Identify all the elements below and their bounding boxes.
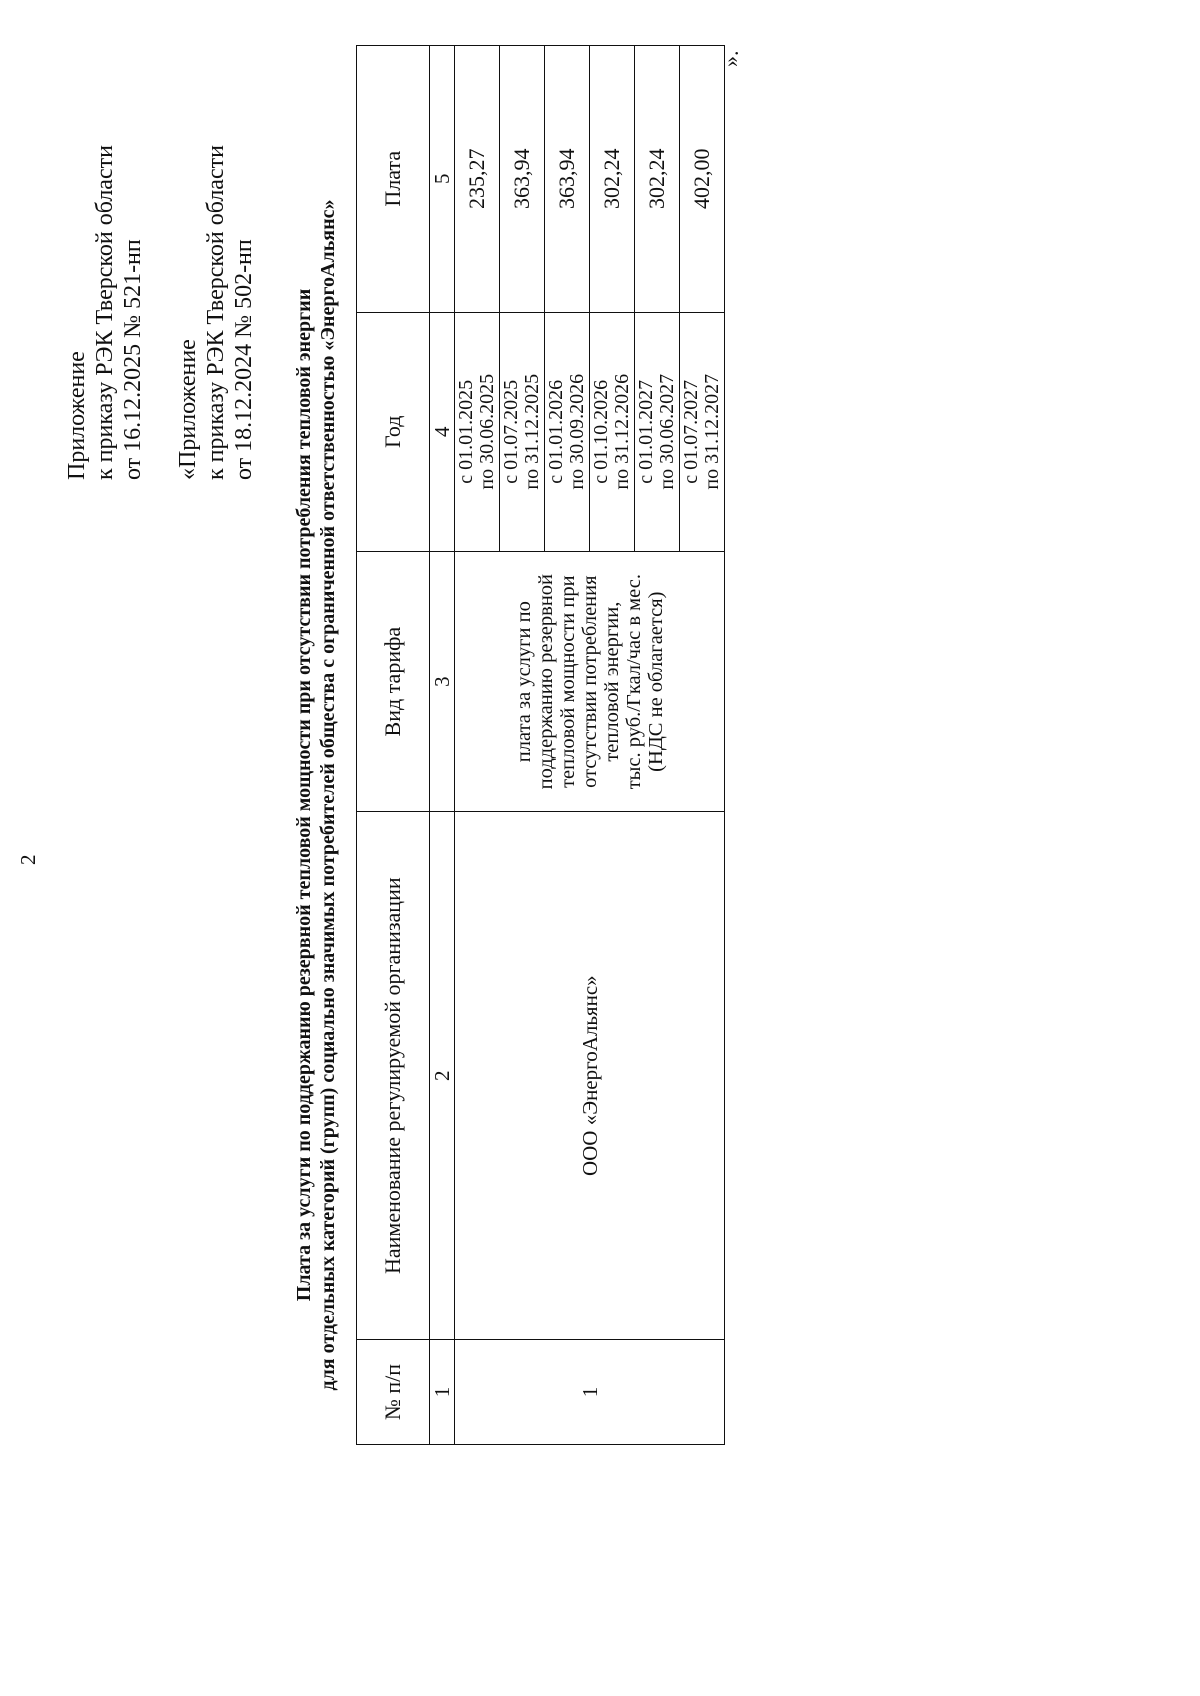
appendix-current-line1: Приложение: [64, 351, 90, 480]
period-cell: [455, 312, 500, 552]
table-header-row: [357, 46, 430, 1445]
document-title-line2: для отдельных категорий (групп) социально значимых потребителей общества с ограниченной ответственностью «ЭнергоАльянс»: [317, 199, 339, 1391]
tariff-type-line: тыс. руб./Гкал/час в мес.: [622, 574, 645, 790]
appendix-previous-order: [174, 145, 258, 480]
header-tariff-type: Вид тарифа: [357, 552, 430, 812]
period-cell: [500, 312, 545, 552]
column-number: 2: [430, 812, 455, 1340]
document-title-line1: Плата за услуги по поддержанию резервной тепловой мощности при отсутствии потребления тепловой энергии: [293, 288, 315, 1302]
period-from: с 01.01.2025: [455, 379, 477, 484]
closing-quote: ».: [718, 50, 743, 67]
period-from: с 01.01.2027: [635, 379, 657, 484]
fee-cell: 363,94: [500, 46, 545, 313]
tariff-type-line: тепловой мощности при: [556, 575, 579, 788]
period-cell: [545, 312, 590, 552]
period-from: с 01.07.2027: [680, 379, 702, 484]
organization-cell: ООО «ЭнергоАльянс»: [455, 812, 725, 1340]
appendix-current-line3: от 16.12.2025 № 521-нп: [120, 239, 146, 480]
header-year: Год: [357, 312, 430, 552]
appendix-previous-line1: «Приложение: [175, 339, 201, 480]
table-row: [455, 46, 500, 1445]
tariff-type-line: отсутствии потребления: [578, 575, 601, 788]
period-from: с 01.07.2025: [500, 379, 522, 484]
period-to: по 31.12.2026: [611, 373, 633, 490]
period-to: по 30.09.2026: [566, 373, 588, 490]
header-fee: Плата: [357, 46, 430, 313]
column-number-row: [430, 46, 455, 1445]
rotated-landscape-content: [0, 45, 770, 1645]
column-number: 1: [430, 1340, 455, 1445]
period-cell: [635, 312, 680, 552]
fee-cell: 402,00: [680, 46, 725, 313]
tariff-type-line: тепловой энергии,: [600, 601, 623, 762]
fee-cell: 235,27: [455, 46, 500, 313]
period-to: по 31.12.2027: [701, 373, 723, 490]
tariff-type-line: (НДС не облагается): [644, 591, 667, 772]
period-from: с 01.01.2026: [545, 379, 567, 484]
period-to: по 31.12.2025: [521, 373, 543, 490]
column-number: 5: [430, 46, 455, 313]
fee-cell: 302,24: [635, 46, 680, 313]
tariff-table: [356, 45, 725, 1445]
fee-cell: 363,94: [545, 46, 590, 313]
column-number: 3: [430, 552, 455, 812]
tariff-type-cell: [455, 552, 725, 812]
period-from: с 01.10.2026: [590, 379, 612, 484]
period-cell: [590, 312, 635, 552]
appendix-current-order: [63, 145, 147, 480]
period-to: по 30.06.2025: [476, 373, 498, 490]
header-row-number: № п/п: [357, 1340, 430, 1445]
period-to: по 30.06.2027: [656, 373, 678, 490]
column-number: 4: [430, 312, 455, 552]
appendix-previous-line3: от 18.12.2024 № 502-нп: [231, 239, 257, 480]
document-title: [292, 85, 340, 1505]
tariff-type-line: поддержанию резервной: [534, 573, 557, 790]
tariff-type-line: плата за услуги по: [512, 601, 535, 763]
fee-cell: 302,24: [590, 46, 635, 313]
row-number-cell: 1: [455, 1340, 725, 1445]
header-organization: Наименование регулируемой организации: [357, 812, 430, 1340]
appendix-current-line2: к приказу РЭК Тверской области: [92, 145, 118, 480]
page-number: 2: [16, 854, 40, 865]
appendix-previous-line2: к приказу РЭК Тверской области: [203, 145, 229, 480]
period-cell: [680, 312, 725, 552]
